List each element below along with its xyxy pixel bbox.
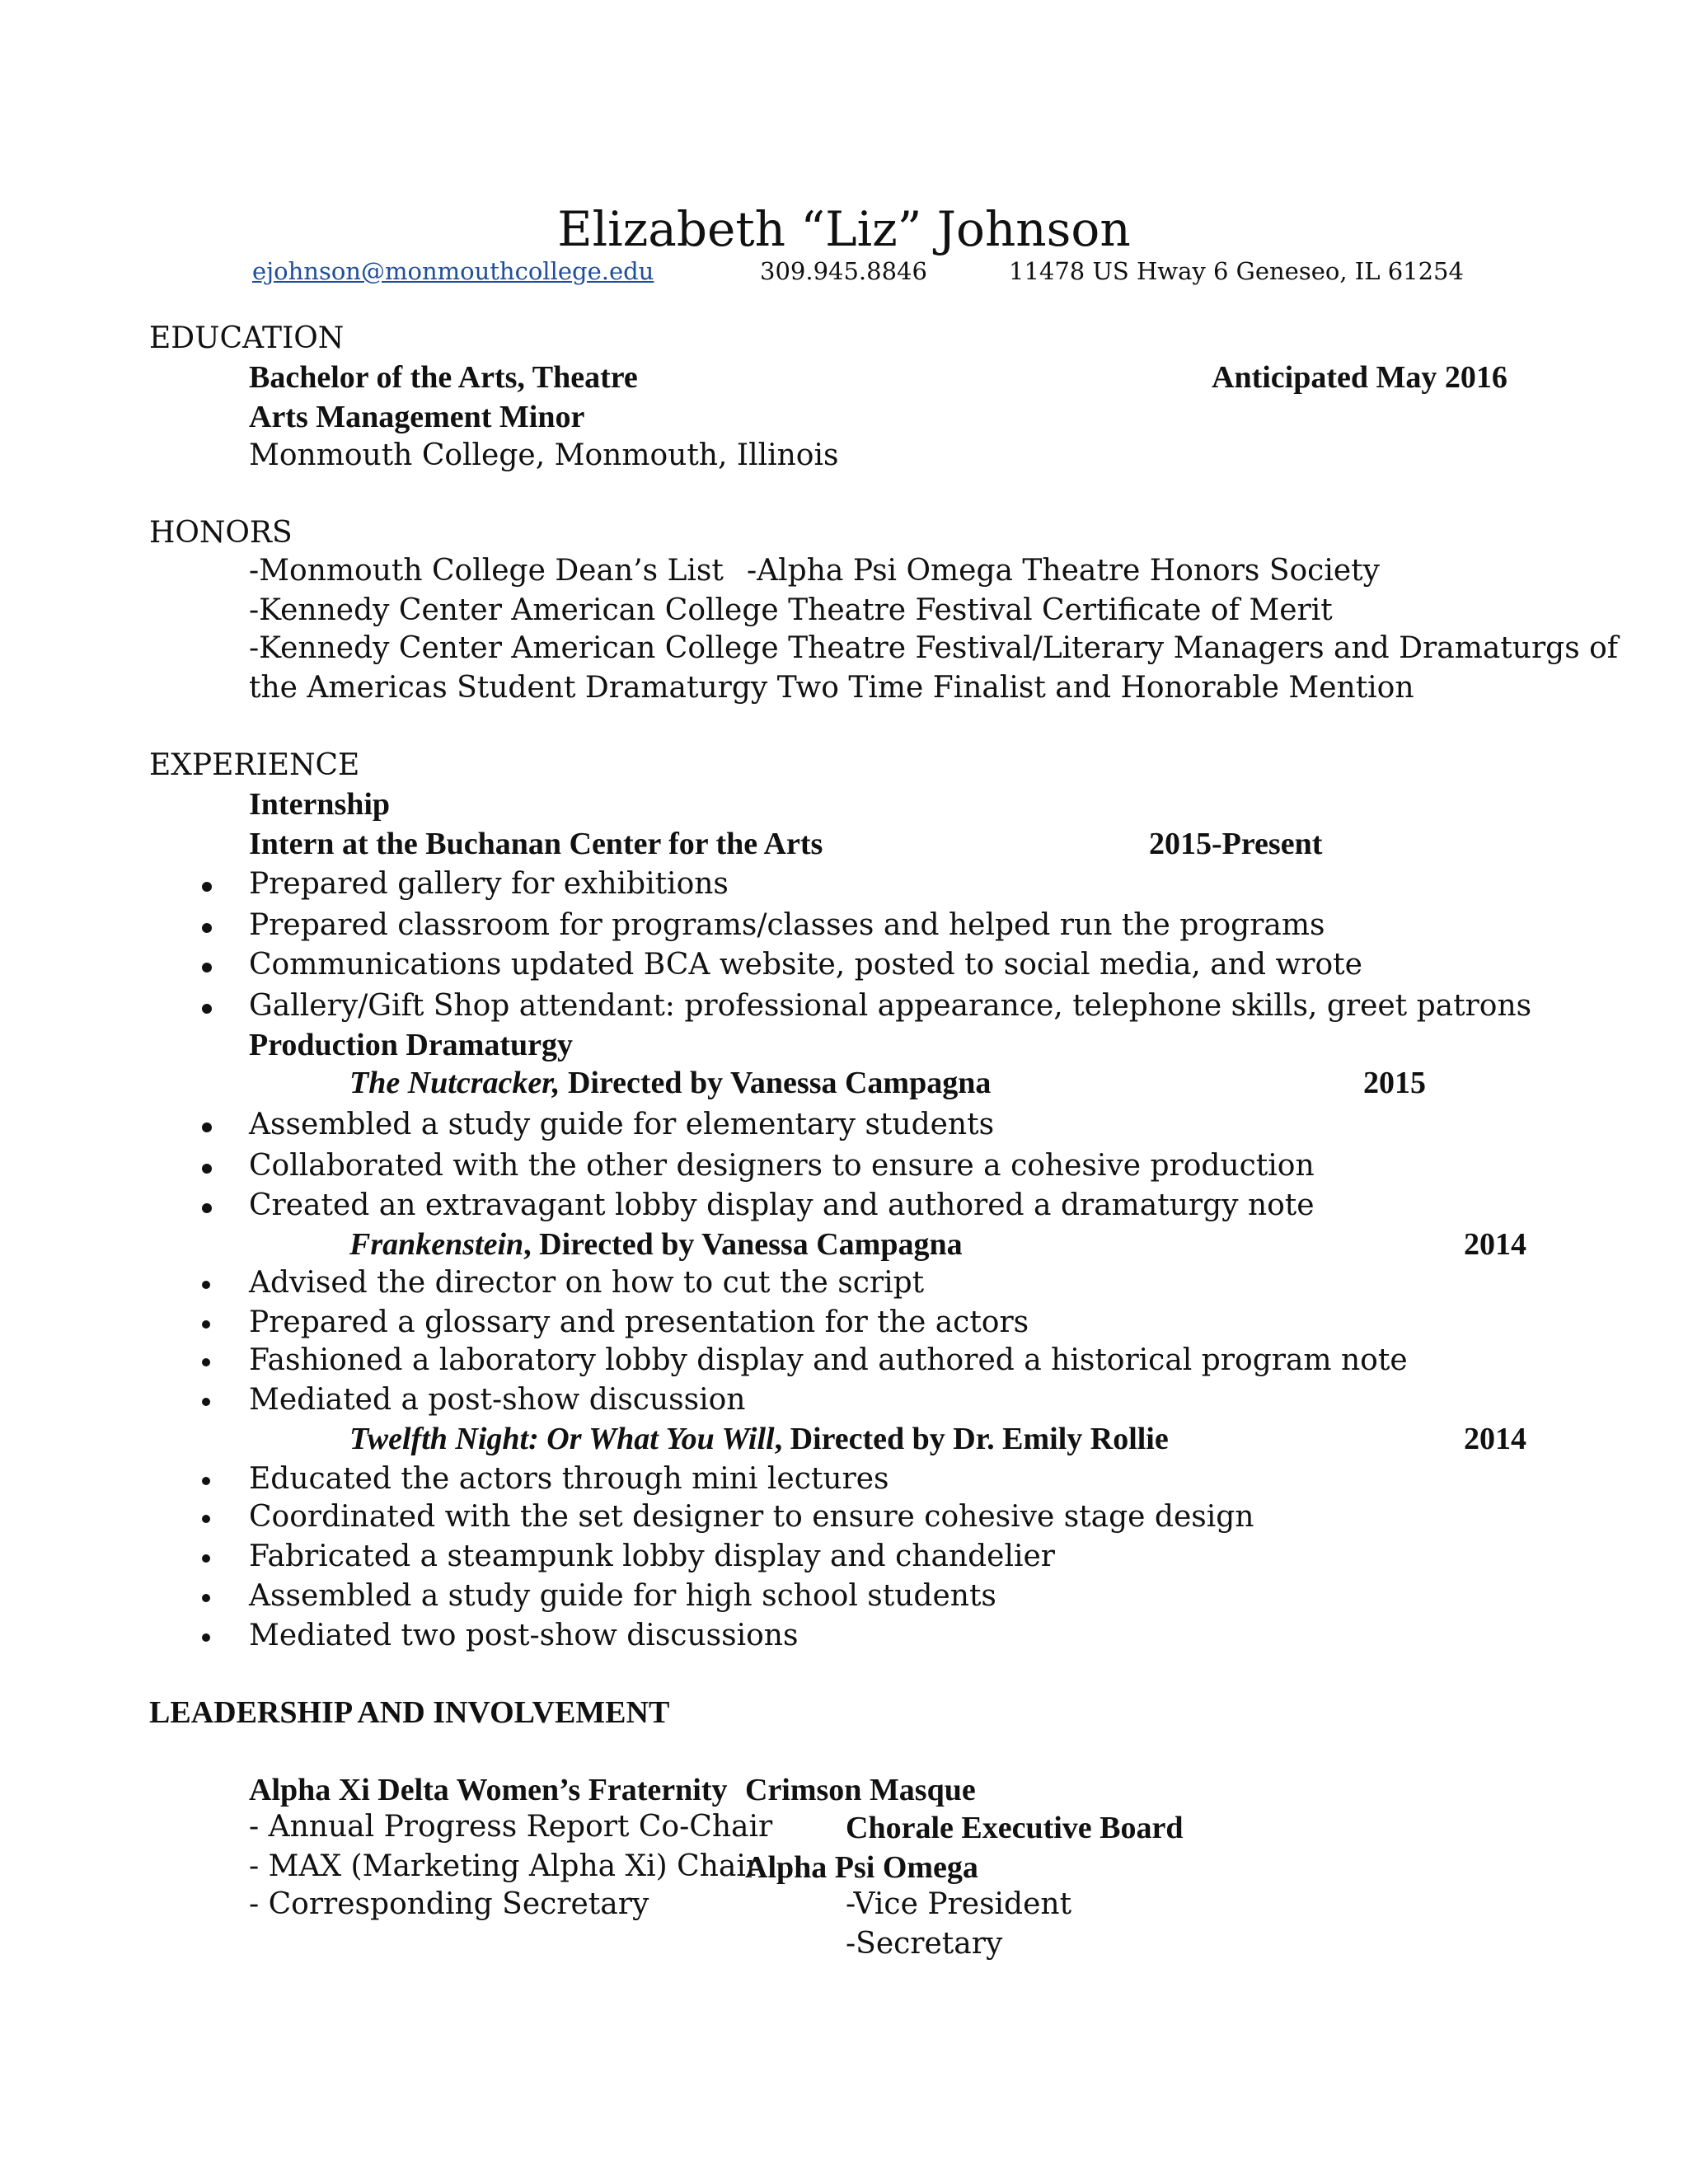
play-title: Twelfth Night: Or What You Will	[349, 1422, 775, 1456]
bullet-icon	[202, 1515, 210, 1523]
bullet-icon	[202, 1164, 212, 1174]
list-item: Educated the actors through mini lectures	[249, 1462, 889, 1496]
honor-item: -Monmouth College Dean’s List	[249, 554, 724, 588]
bullet-icon	[202, 1281, 210, 1289]
bullet-icon	[202, 923, 212, 933]
list-item: Prepared gallery for exhibitions	[249, 867, 729, 901]
list-item: Mediated a post-show discussion	[249, 1383, 746, 1417]
phone-number: 309.945.8846	[760, 257, 927, 285]
honor-item-continued: the Americas Student Dramaturgy Two Time Finalist and Honorable Mention	[249, 671, 1414, 705]
bullet-icon	[202, 963, 212, 972]
education-heading: EDUCATION	[149, 321, 345, 355]
bullet-icon	[202, 1594, 210, 1602]
bullet-icon	[202, 1203, 212, 1213]
org-role: -Vice President	[846, 1887, 1072, 1921]
list-item: Assembled a study guide for elementary students	[249, 1108, 995, 1141]
list-item: Collaborated with the other designers to ensure a cohesive production	[249, 1149, 1315, 1183]
bullet-icon	[202, 1320, 210, 1329]
degree: Bachelor of the Arts, Theatre	[249, 360, 638, 395]
list-item: Created an extravagant lobby display and authored a dramaturgy note	[249, 1188, 1315, 1222]
org-name: Chorale Executive Board	[846, 1811, 1184, 1845]
experience-heading: EXPERIENCE	[149, 748, 360, 782]
list-item: Assembled a study guide for high school students	[249, 1579, 996, 1613]
resume-name: Elizabeth “Liz” Johnson	[557, 201, 1131, 257]
internship-label: Internship	[249, 787, 391, 822]
list-item: Communications updated BCA website, posted to social media, and wrote	[249, 948, 1362, 982]
bullet-icon	[202, 882, 212, 892]
org-role: - MAX (Marketing Alpha Xi) Chair	[249, 1849, 761, 1883]
director-credit: Directed by Vanessa Campagna	[560, 1066, 992, 1100]
leadership-heading: LEADERSHIP AND INVOLVEMENT	[149, 1695, 670, 1730]
list-item: Prepared classroom for programs/classes and helped run the programs	[249, 908, 1325, 942]
list-item: Prepared a glossary and presentation for the actors	[249, 1305, 1029, 1339]
production-title	[349, 1065, 991, 1101]
org-name: Crimson Masque	[745, 1773, 976, 1807]
bullet-icon	[202, 1633, 210, 1642]
list-item: Gallery/Gift Shop attendant: professional appearance, telephone skills, greet patrons	[249, 989, 1532, 1023]
play-title: The Nutcracker,	[349, 1066, 560, 1100]
email-link[interactable]: ejohnson@monmouthcollege.edu	[252, 257, 654, 285]
production-title	[349, 1421, 1169, 1457]
honor-item: -Alpha Psi Omega Theatre Honors Society	[747, 554, 1380, 588]
production-date: 2014	[1464, 1227, 1526, 1262]
bullet-icon	[202, 1554, 210, 1563]
bullet-icon	[202, 1358, 210, 1366]
honor-item: -Kennedy Center American College Theatre Festival/Literary Managers and Dramaturgs of	[249, 631, 1619, 665]
production-title	[349, 1226, 963, 1263]
production-date: 2014	[1464, 1422, 1526, 1456]
internship-title: Intern at the Buchanan Center for the Arts	[249, 827, 823, 861]
director-credit: , Directed by Vanessa Campagna	[523, 1227, 963, 1262]
bullet-icon	[202, 1398, 210, 1406]
play-title: Frankenstein	[349, 1227, 524, 1262]
production-date: 2015	[1363, 1066, 1426, 1100]
list-item: Mediated two post-show discussions	[249, 1619, 799, 1652]
honor-item: -Kennedy Center American College Theatre Festival Certificate of Merit	[249, 593, 1333, 627]
bullet-icon	[202, 1004, 212, 1014]
minor: Arts Management Minor	[249, 400, 585, 434]
bullet-icon	[202, 1477, 210, 1485]
dramaturgy-label: Production Dramaturgy	[249, 1028, 573, 1062]
bullet-icon	[202, 1122, 212, 1132]
list-item: Fashioned a laboratory lobby display and authored a historical program note	[249, 1343, 1408, 1377]
address: 11478 US Hway 6 Geneseo, IL 61254	[1009, 257, 1464, 285]
degree-date: Anticipated May 2016	[1212, 360, 1507, 395]
director-credit: , Directed by Dr. Emily Rollie	[774, 1422, 1169, 1456]
list-item: Fabricated a steampunk lobby display and chandelier	[249, 1540, 1055, 1573]
org-role: - Corresponding Secretary	[249, 1887, 649, 1921]
org-name: Alpha Xi Delta Women’s Fraternity	[249, 1773, 728, 1807]
org-role: - Annual Progress Report Co-Chair	[249, 1810, 773, 1844]
list-item: Coordinated with the set designer to ensure cohesive stage design	[249, 1500, 1254, 1534]
list-item: Advised the director on how to cut the script	[249, 1266, 925, 1300]
honors-heading: HONORS	[149, 516, 293, 550]
org-role: -Secretary	[846, 1927, 1003, 1961]
school: Monmouth College, Monmouth, Illinois	[249, 438, 839, 472]
org-name: Alpha Psi Omega	[745, 1850, 978, 1885]
internship-date: 2015-Present	[1149, 827, 1323, 861]
